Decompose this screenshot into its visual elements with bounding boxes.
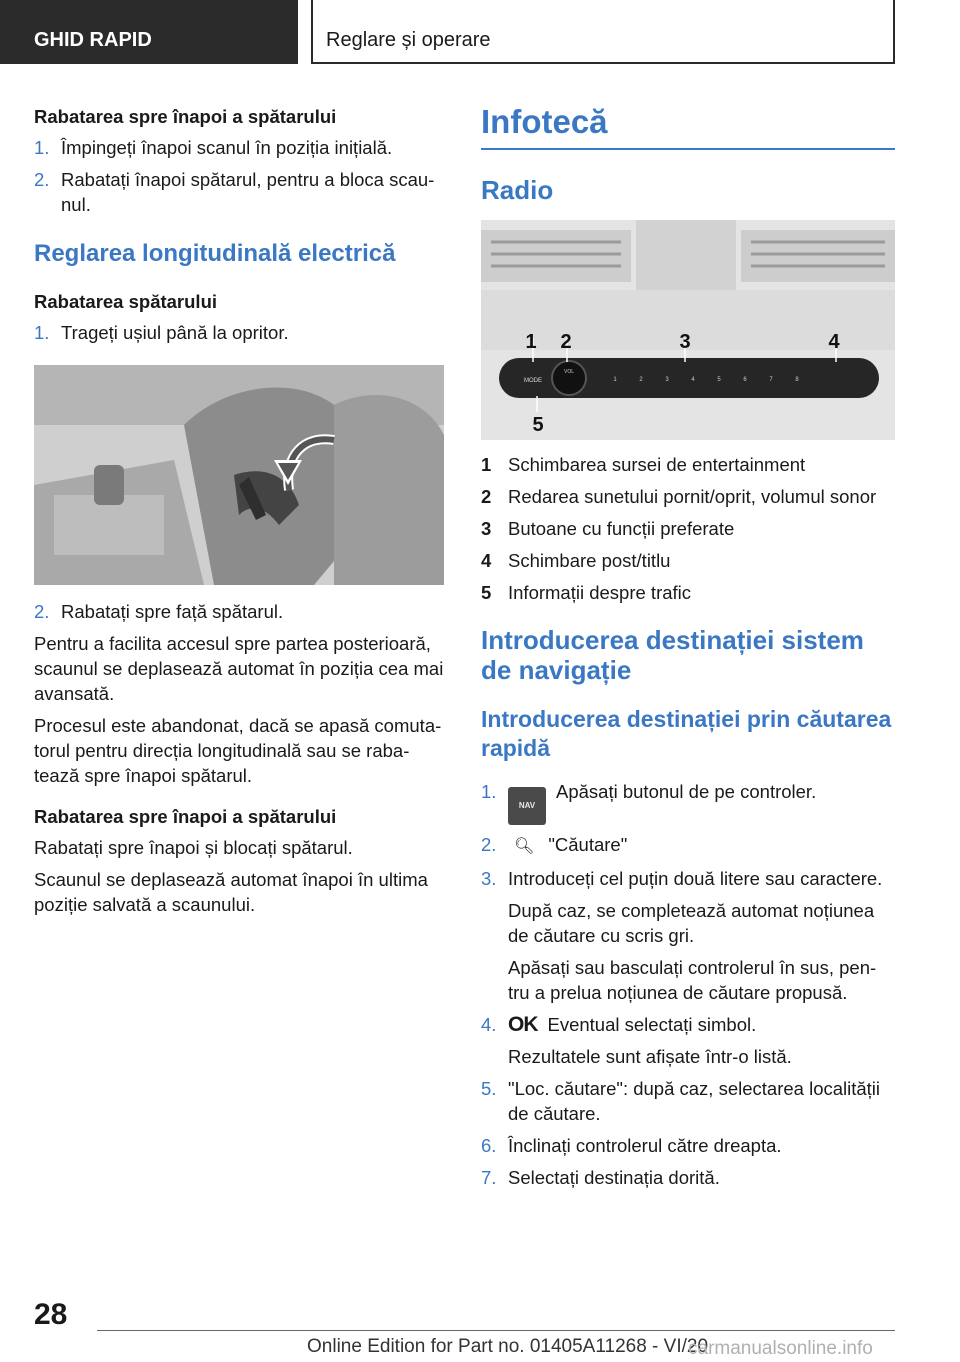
legend-item xyxy=(481,516,896,541)
step-text: "Căutare" xyxy=(548,834,628,855)
step-text: Apăsați butonul de pe controler. xyxy=(556,781,817,802)
step-text: Selectați destinația dorită. xyxy=(508,1167,720,1188)
legend-text: Schimbare post/titlu xyxy=(508,550,671,571)
preset-label: 2 xyxy=(639,377,643,383)
callout-3: 3 xyxy=(679,331,691,353)
legend-number: 5 xyxy=(481,582,492,603)
paragraph: Scaunul se deplasează automat înapoi în ultima poziție salvată a scaunului. xyxy=(34,869,428,915)
list-item xyxy=(481,1076,896,1126)
legend-text: Schimbarea sursei de entertainment xyxy=(508,454,806,475)
chapter-tab xyxy=(311,0,895,64)
legend-number: 1 xyxy=(481,454,492,475)
list-item xyxy=(481,1012,896,1037)
paragraph: Procesul este abandonat, dacă se apasă comuta-torul pentru direcția longitudinală sau se raba-tează spre înapoi spătarul. xyxy=(34,715,442,786)
legend-text: Informații despre trafic xyxy=(508,582,692,603)
subheading-fold-back: Rabatarea spre înapoi a spătarului xyxy=(34,106,337,127)
list-item xyxy=(481,832,896,859)
list-item xyxy=(34,167,444,217)
step-text: Rabatați spre față spătarul. xyxy=(61,601,284,622)
step-number: 6. xyxy=(481,1135,497,1156)
legend-number: 3 xyxy=(481,518,492,539)
left-column xyxy=(34,104,444,924)
step-number: 7. xyxy=(481,1167,497,1188)
mode-label: MODE xyxy=(524,378,542,384)
right-column xyxy=(481,102,896,1197)
step-number: 2. xyxy=(481,834,497,855)
step-number: 5. xyxy=(481,1078,497,1099)
list-item xyxy=(481,866,896,891)
step-text: Rabatați înapoi spătarul, pentru a bloca scau-nul. xyxy=(61,169,435,215)
list-item xyxy=(34,135,444,160)
legend-item xyxy=(481,580,896,605)
subheading-quick-search: Introducerea destinației prin căutarea rapidă xyxy=(481,706,892,761)
list-item xyxy=(481,779,896,825)
legend-item xyxy=(481,452,896,477)
step-note: După caz, se completează automat noțiunea de căutare cu scris gri. xyxy=(508,900,875,946)
watermark: carmanualsonline.info xyxy=(688,1338,873,1359)
step-number: 1. xyxy=(34,322,50,343)
vol-label: VOL xyxy=(563,369,575,375)
step-number: 1. xyxy=(34,137,50,158)
list-item xyxy=(34,599,444,624)
step-note: Apăsați sau basculați controlerul în sus, pen-tru a prelua noțiunea de căutare propusă. xyxy=(508,957,877,1003)
page-title-infoteca: Infotecă xyxy=(481,103,608,140)
nav-button-icon: NAV xyxy=(508,787,546,825)
list-item xyxy=(481,1165,896,1190)
step-number: 4. xyxy=(481,1014,497,1035)
ok-icon: OK xyxy=(508,1013,538,1036)
step-text: Introduceți cel puțin două litere sau caractere. xyxy=(508,868,883,889)
step-number: 2. xyxy=(34,601,50,622)
step-text: Trageți ușiul până la opritor. xyxy=(61,322,289,343)
footer-edition: Online Edition for Part no. 01405A11268 - VI/20 xyxy=(307,1336,709,1357)
step-text: Înclinați controlerul către dreapta. xyxy=(508,1135,782,1156)
legend-number: 4 xyxy=(481,550,492,571)
callout-1: 1 xyxy=(525,331,537,353)
step-note: Rezultatele sunt afișate într-o listă. xyxy=(508,1046,792,1067)
legend-text: Redarea sunetului pornit/oprit, volumul sonor xyxy=(508,486,877,507)
chapter-title: Reglare și operare xyxy=(326,29,491,51)
legend-item xyxy=(481,484,896,509)
preset-label: 3 xyxy=(665,377,669,383)
paragraph: Rabatați spre înapoi și blocați spătarul. xyxy=(34,837,353,858)
paragraph: Pentru a facilita accesul spre partea posterioară, scaunul se deplasează automat în poziția cea mai avansată. xyxy=(34,633,444,704)
legend-text: Butoane cu funcții preferate xyxy=(508,518,735,539)
section-heading-navigation: Introducerea destinației sistem de navigație xyxy=(481,625,864,685)
preset-label: 7 xyxy=(769,377,773,383)
radio-heading: Radio xyxy=(481,175,554,205)
step-text: Eventual selectați simbol. xyxy=(547,1014,757,1035)
step-number: 2. xyxy=(34,169,50,190)
title-divider xyxy=(481,148,895,150)
subheading-fold-backrest: Rabatarea spătarului xyxy=(34,291,218,312)
preset-label: 6 xyxy=(743,377,747,383)
legend-item xyxy=(481,548,896,573)
subheading-fold-back-2: Rabatarea spre înapoi a spătarului xyxy=(34,806,337,827)
preset-label: 8 xyxy=(795,377,799,383)
legend-number: 2 xyxy=(481,486,492,507)
step-text: Împingeți înapoi scanul în poziția inițială. xyxy=(61,137,393,158)
preset-label: 4 xyxy=(691,377,695,383)
page-number: 28 xyxy=(34,1298,68,1331)
callout-4: 4 xyxy=(828,331,840,353)
step-number: 3. xyxy=(481,868,497,889)
radio-panel-image xyxy=(481,220,895,440)
list-item xyxy=(34,320,444,345)
search-icon: 🔍︎ xyxy=(514,838,535,855)
step-text: "Loc. căutare": după caz, selectarea localității de căutare. xyxy=(508,1078,881,1124)
list-item xyxy=(481,1133,896,1158)
callout-2: 2 xyxy=(560,331,572,353)
preset-label: 1 xyxy=(613,377,617,383)
step-number: 1. xyxy=(481,781,497,802)
section-title: GHID RAPID xyxy=(34,29,152,51)
footer-divider xyxy=(97,1330,895,1331)
section-heading-electric: Reglarea longitudinală electrică xyxy=(34,240,396,267)
callout-5: 5 xyxy=(532,414,544,436)
preset-label: 5 xyxy=(717,377,721,383)
section-tab xyxy=(0,0,298,64)
seat-lever-image xyxy=(34,365,444,585)
